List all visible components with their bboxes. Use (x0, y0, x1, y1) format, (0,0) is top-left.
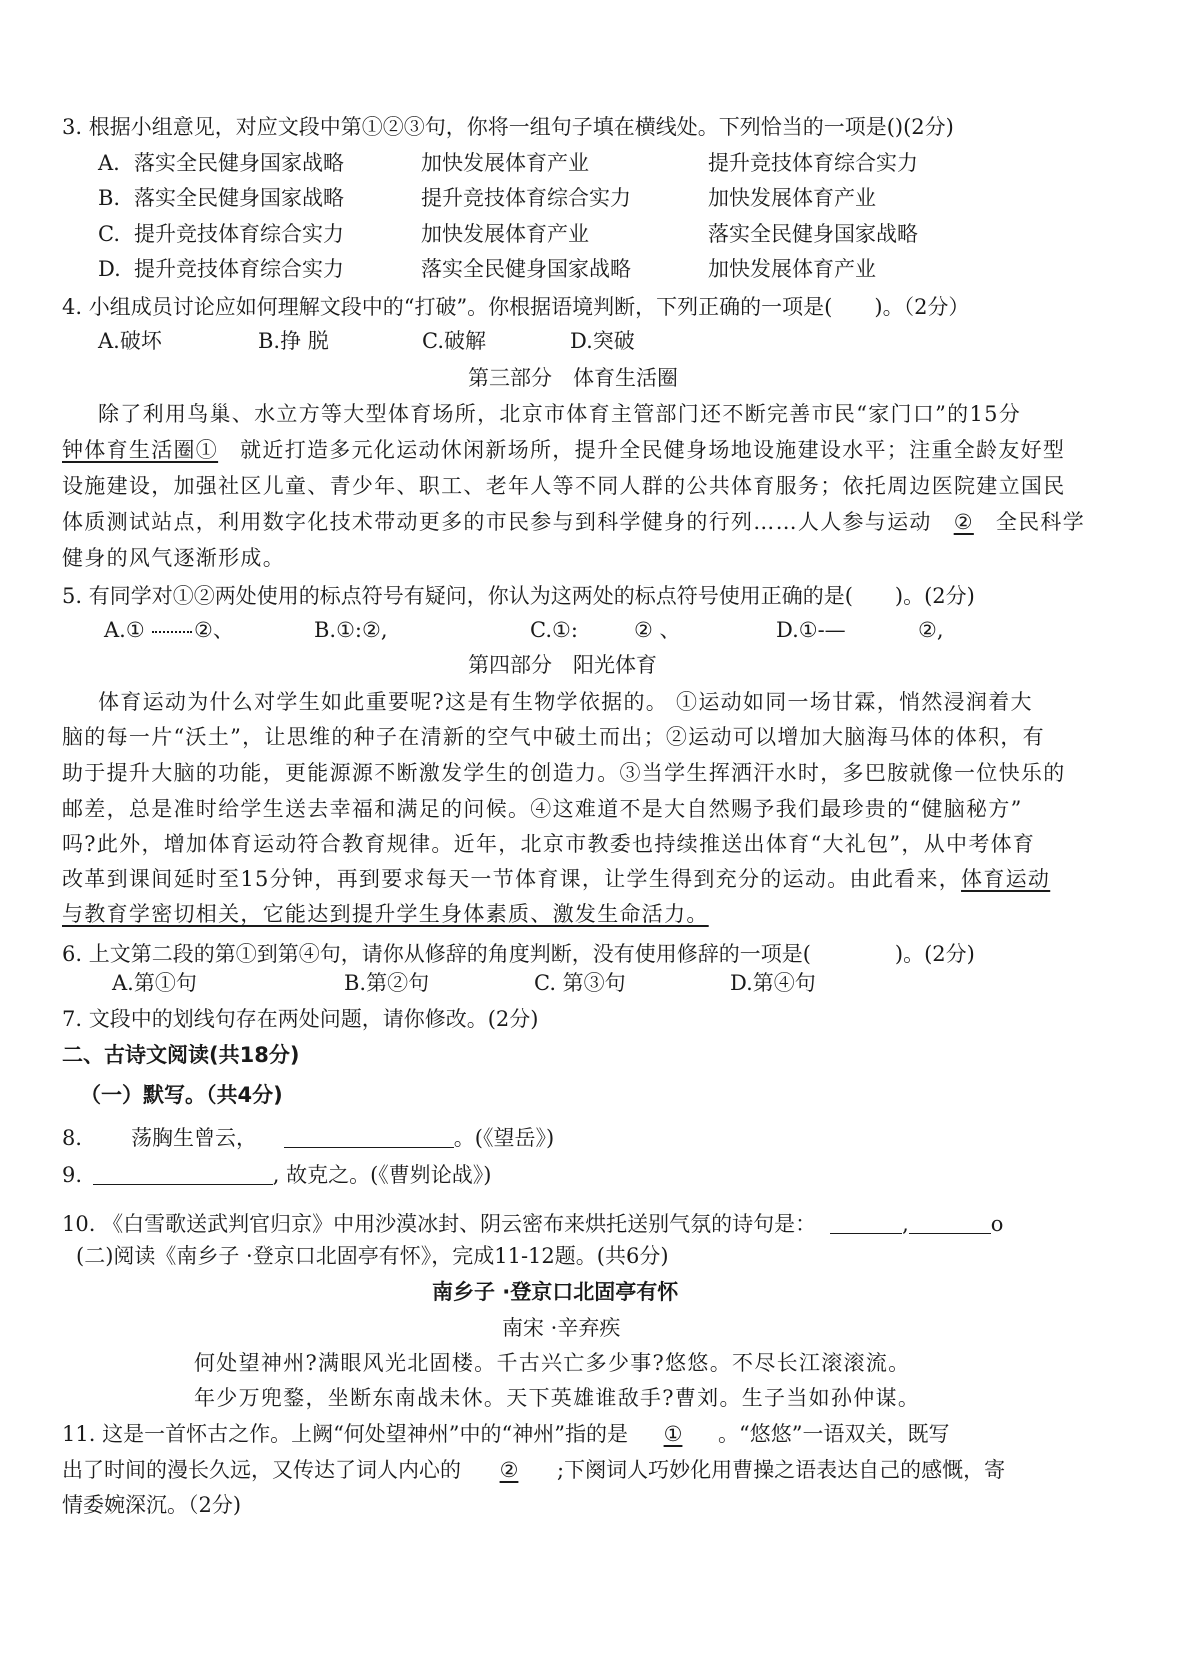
q9 (62, 1164, 491, 1186)
q11-text-2: 。“悠悠”一语双关，既写 (718, 1422, 950, 1446)
option-item-1: 落实全民健身国家战略 (134, 186, 344, 210)
option-item-1: 落实全民健身国家战略 (134, 151, 344, 175)
option-item-3: 加快发展体育产业 (708, 257, 876, 281)
part3-line-1: 除了利用鸟巢、水立方等大型体育场所，北京市体育主管部门还不断完善市民“家门口”的15分 (98, 402, 1022, 426)
q10 (62, 1213, 1003, 1235)
q4-option-a: A.破坏 (98, 329, 162, 353)
q9-number: 9. (62, 1163, 83, 1187)
q6-option-a: A.第①句 (112, 971, 197, 995)
underlined-sentence-start: 体育运动 (961, 867, 1051, 891)
q11-text-1: 11. 这是一首怀古之作。上阙“何处望神州”中的“神州”指的是 (62, 1422, 629, 1446)
q5-option-a-part1: A.① (104, 618, 145, 642)
poem-author: 南宋 ·辛弃疾 (502, 1316, 621, 1340)
q9-answer-blank[interactable] (93, 1164, 273, 1185)
option-letter: C. (98, 222, 120, 246)
part4-line-2: 脑的每一片“沃土”，让思维的种子在清新的空气中破土而出；②运动可以增加大脑海马体的体积，有 (62, 725, 1045, 749)
part4-line-1: 体育运动为什么对学生如此重要呢?这是有生物学依据的。 ①运动如同一场甘霖，悄然浸润着大 (98, 690, 1033, 714)
poem-line-1: 何处望神州?满眼风光北固楼。千古兴亡多少事?悠悠。不尽长江滚滚流。 (194, 1351, 911, 1375)
option-letter: B. (98, 186, 121, 210)
option-item-2: 加快发展体育产业 (421, 222, 589, 246)
q5-option-b: B.①:②, (314, 618, 388, 642)
q6-stem: 6. 上文第二段的第①到第④句，请你从修辞的角度判断，没有使用修辞的一项是( )。(2分) (62, 942, 975, 966)
q11-blank-1[interactable]: ① (663, 1422, 683, 1446)
q5-option-c-part1: C.①: (530, 618, 578, 642)
poem-title: 南乡子 ·登京口北固亭有怀 (432, 1280, 679, 1304)
part3-line-4-text: 体质测试站点，利用数字化技术带动更多的市民参与到科学健身的行列……人人参与运动 (62, 510, 932, 534)
q4-stem: 4. 小组成员讨论应如何理解文段中的“打破”。你根据语境判断，下列正确的一项是( )。（2分） (62, 295, 970, 319)
q5-stem: 5. 有同学对①②两处使用的标点符号有疑问，你认为这两处的标点符号使用正确的是( )。(2分) (62, 584, 975, 608)
q11-line-1 (62, 1424, 950, 1445)
q10-comma: , (902, 1212, 909, 1236)
option-item-3: 提升竞技体育综合实力 (708, 151, 918, 175)
q11-line-3: 情委婉深沉。（2分) (62, 1493, 242, 1517)
part3-title: 第三部分 体育生活圈 (468, 366, 678, 390)
part3-line-5: 健身的风气逐渐形成。 (62, 546, 285, 570)
q8-number: 8． (62, 1126, 97, 1150)
q11-line-2 (62, 1460, 1005, 1481)
q10-answer-blank-1[interactable] (830, 1213, 902, 1234)
blank-marker-2: ② (953, 510, 974, 534)
part3-line-2-rest: 就近打造多元化运动休闲新场所，提升全民健身场地设施建设水平；注重全龄友好型 (240, 438, 1066, 462)
q9-text: , 故克之。(《曹刿论战》) (272, 1163, 492, 1187)
q5-option-d-part2: ②, (918, 618, 944, 642)
q5-option-a-part2: ②、 (194, 618, 234, 642)
q8-source: 。(《望岳》) (453, 1126, 555, 1150)
option-letter: D. (98, 257, 121, 281)
option-item-2: 落实全民健身国家战略 (421, 257, 631, 281)
q3-stem: 3. 根据小组意见，对应文段中第①②③句，你将一组句子填在横线处。下列恰当的一项是()(2分) (62, 115, 954, 139)
q10-end: o (990, 1212, 1004, 1236)
poem-line-2: 年少万兜鍪，坐断东南战未休。天下英雄谁敌手?曹刘。生子当如孙仲谋。 (194, 1386, 921, 1410)
q8 (62, 1127, 554, 1149)
q5-option-d-part1: D.①-— (776, 618, 846, 642)
part3-line-3: 设施建设，加强社区儿童、青少年、职工、老年人等不同人群的公共体育服务；依托周边医院建立国民 (62, 474, 1066, 498)
q11-blank-2[interactable]: ② (499, 1458, 519, 1482)
part4-line-6 (62, 869, 1050, 890)
q5-option-c-part2: ② 、 (634, 618, 681, 642)
q4-option-c: C.破解 (422, 329, 486, 353)
part4-line-5: 吗?此外，增加体育运动符合教育规律。近年，北京市教委也持续推送出体育“大礼包”，从中考体育 (62, 832, 1036, 856)
q6-option-d: D.第④句 (730, 971, 816, 995)
section2-title: 二、古诗文阅读(共18分) (62, 1043, 300, 1067)
option-item-3: 加快发展体育产业 (708, 186, 876, 210)
part4-line-6-text: 改革到课间延时至15分钟，再到要求每天一节体育课，让学生得到充分的运动。由此看来， (62, 867, 962, 891)
q8-answer-blank[interactable] (284, 1127, 454, 1148)
q6-option-b: B.第②句 (344, 971, 430, 995)
option-letter: A. (98, 151, 120, 175)
part4-line-4: 邮差，总是准时给学生送去幸福和满足的问候。④这难道不是大自然赐予我们最珍贵的“健脑秘方” (62, 797, 1023, 821)
part3-line-4-end: 全民科学 (995, 510, 1086, 534)
option-item-1: 提升竞技体育综合实力 (134, 257, 344, 281)
option-item-1: 提升竞技体育综合实力 (134, 222, 344, 246)
dotted-blank (152, 631, 192, 633)
q7-stem: 7. 文段中的划线句存在两处问题，请你修改。(2分) (62, 1007, 539, 1031)
part3-line-2 (62, 440, 1065, 461)
q8-text: 荡胸生曾云， (131, 1126, 258, 1150)
q10-text: 10. 《白雪歌送武判官归京》中用沙漠冰封、阴云密布来烘托送别气氛的诗句是： (62, 1212, 817, 1236)
option-item-3: 落实全民健身国家战略 (708, 222, 918, 246)
option-item-2: 提升竞技体育综合实力 (421, 186, 631, 210)
q6-option-c: C. 第③句 (534, 971, 626, 995)
section2-sub1: （一）默写。（共4分) (80, 1083, 283, 1107)
q11-text-3: 出了时间的漫长久远，又传达了词人内心的 (62, 1458, 461, 1482)
option-item-2: 加快发展体育产业 (421, 151, 589, 175)
q4-option-d: D.突破 (570, 329, 635, 353)
q11-text-4: ;下阕词人巧妙化用曹操之语表达自己的感慨，寄 (557, 1458, 1006, 1482)
part4-title: 第四部分 阳光体育 (468, 653, 657, 677)
underlined-phrase: 钟体育生活圈① (62, 438, 219, 462)
part3-line-4 (62, 512, 1085, 533)
underlined-sentence: 与教育学密切相关，它能达到提升学生身体素质、激发生命活力。 (62, 902, 709, 926)
part4-line-3: 助于提升大脑的功能，更能源源不断激发学生的创造力。③当学生挥洒汗水时，多巴胺就像一位快乐的 (62, 761, 1066, 785)
q4-option-b: B.挣 脱 (258, 329, 329, 353)
section2-sub2: (二)阅读《南乡子 ·登京口北固亭有怀》，完成11-12题。(共6分) (76, 1244, 669, 1268)
q10-answer-blank-2[interactable] (909, 1213, 991, 1234)
